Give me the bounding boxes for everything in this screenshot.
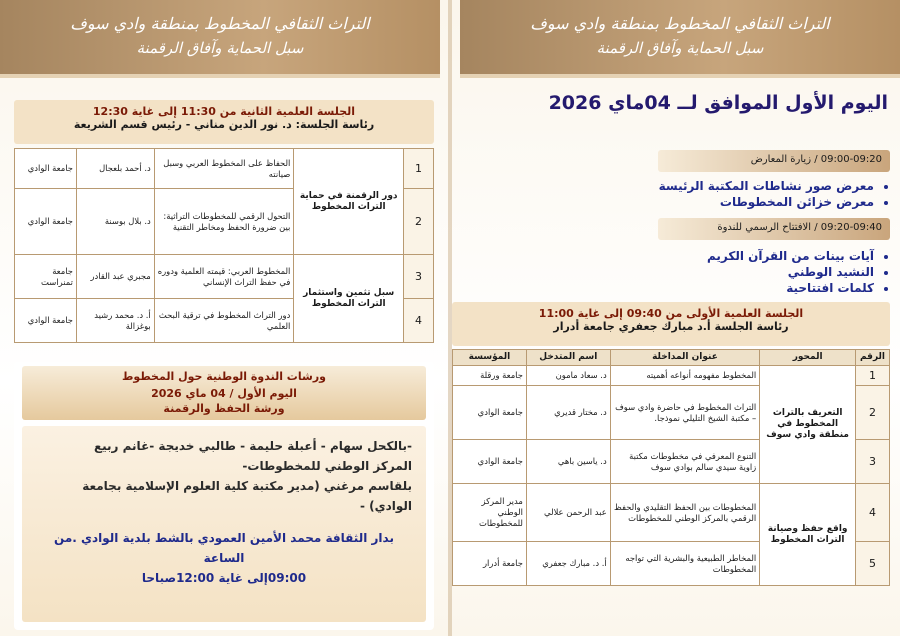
session2-header bbox=[14, 100, 434, 144]
workshop-name: ورشة الحفظ والرقمنة bbox=[163, 402, 285, 415]
banner-title: التراث الثقافي المخطوط بمنطقة وادي سوف bbox=[530, 14, 830, 33]
banner-right bbox=[460, 0, 900, 78]
list-item: • معرض صور نشاطات المكتبة الرئيسة bbox=[600, 178, 874, 194]
table-row: 5 المخاطر الطبيعية والبشرية التي تواجه المخطوطات أ. د. مبارك جعفري جامعة أدرار bbox=[453, 542, 890, 586]
workshop-header bbox=[22, 366, 426, 420]
column-header: عنوان المداخلة bbox=[610, 350, 760, 366]
table-row: 4 واقع حفظ وصيانة التراث المخطوط المخطوطات بين الحفظ التقليدي والحفظ الرقمي بالمركز الوطني للمخطوطات عبد الرحمن علالي مدير المركز الوطني للمخطوطات bbox=[453, 484, 890, 542]
list-item: • كلمات افتتاحية bbox=[600, 280, 874, 296]
banner-subtitle: سبل الحماية وآفاق الرقمنة bbox=[596, 39, 764, 57]
session-chair: رئاسة الجلسة: د. نور الدين مناني - رئيس قسم الشريعة bbox=[73, 118, 375, 131]
axis-cell: دور الرقمنة في حماية التراث المخطوط bbox=[294, 149, 404, 255]
axis-cell: سبل تثمين واستثمار التراث المخطوط bbox=[294, 255, 404, 343]
axis-cell: واقع حفظ وصيانة التراث المخطوط bbox=[760, 484, 856, 586]
banner-subtitle: سبل الحماية وآفاق الرقمنة bbox=[136, 39, 304, 57]
session-chair: رئاسة الجلسة أ.د مبارك جعفري جامعة أدرار bbox=[553, 320, 789, 333]
banner-left bbox=[0, 0, 440, 78]
column-header: المؤسسة bbox=[453, 350, 527, 366]
axis-cell: التعريف بالتراث المخطوط في منطقة وادي سوف bbox=[760, 366, 856, 484]
table-row: 1 التعريف بالتراث المخطوط في منطقة وادي سوف المخطوط مفهومه أنواعه أهميته د. سعاد مامون جامعة ورقلة bbox=[453, 366, 890, 386]
workshop-date: اليوم الأول / 04 ماي 2026 bbox=[151, 387, 297, 400]
list-item: • آيات بينات من القرآن الكريم bbox=[600, 248, 874, 264]
session2-table bbox=[14, 148, 434, 343]
column-header: المحور bbox=[760, 350, 856, 366]
workshop-participants: بلقاسم مرغني (مدير مكتبة كلية العلوم الإسلامية بجامعة الوادي) - bbox=[82, 479, 412, 513]
table-row: 4 دور التراث المخطوط في ترقية البحث العلمي أ. د. محمد رشيد بوغزالة جامعة الوادي bbox=[15, 299, 434, 343]
table-row: 2 التراث المخطوط في حاضرة وادي سوف – مكتبة الشيخ التليلي نموذجا. د. مختار قديري جامعة الوادي bbox=[453, 386, 890, 440]
list-item: • النشيد الوطني bbox=[600, 264, 874, 280]
list-item: • معرض خزائن المخطوطات bbox=[600, 194, 874, 210]
column-header: اسم المتدخل bbox=[526, 350, 610, 366]
banner-title: التراث الثقافي المخطوط بمنطقة وادي سوف bbox=[70, 14, 370, 33]
day-title: اليوم الأول الموافق لــ 04ماي 2026 bbox=[548, 92, 888, 114]
workshop-venue: بدار الثقافة محمد الأمين العمودي بالشط بلدية الوادي .من الساعة 09:00إلى غاية 12:00صباحا bbox=[54, 531, 394, 585]
workshop-participants: -بالكحل سهام - أعبلة حليمة - طالبي خديجة -غانم ربيع bbox=[93, 439, 412, 453]
workshop-title: ورشات الندوة الوطنية حول المخطوط bbox=[122, 370, 326, 383]
table-row: 2 التحول الرقمي للمخطوطات التراثية: بين ضرورة الحفظ ومخاطر التقنية د. بلال بوسنة جامعة الوادي bbox=[15, 189, 434, 255]
slot-list bbox=[600, 248, 888, 296]
workshop-participants: المركز الوطني للمخطوطات- bbox=[242, 459, 412, 473]
slot-bar: 09:20-09:40 / الافتتاح الرسمي للندوة bbox=[658, 218, 890, 240]
session1-table bbox=[452, 349, 890, 586]
slot-list bbox=[600, 178, 888, 210]
session-title: الجلسة العلمية الأولى من 09:40 إلى غاية 11:00 bbox=[538, 307, 804, 320]
session-title: الجلسة العلمية الثانية من 11:30 إلى غاية 12:30 bbox=[92, 105, 356, 118]
session1-header bbox=[452, 302, 890, 346]
table-row: 3 سبل تثمين واستثمار التراث المخطوط المخطوط العربي: قيمته العلمية ودوره في حفظ التراث الإنساني مجبري عبد القادر جامعة تمنراست bbox=[15, 255, 434, 299]
table-row: 3 التنوع المعرفي في مخطوطات مكتبة زاوية سيدي سالم بوادي سوف د. ياسين باهي جامعة الوادي bbox=[453, 440, 890, 484]
table-row: 1 دور الرقمنة في حماية التراث المخطوط الحفاظ على المخطوط العربي وسبل صيانته د. أحمد بلعجال جامعة الوادي bbox=[15, 149, 434, 189]
workshop-body bbox=[22, 426, 426, 622]
slot-bar: 09:00-09:20 / زيارة المعارض bbox=[658, 150, 890, 172]
column-header: الرقم bbox=[856, 350, 890, 366]
